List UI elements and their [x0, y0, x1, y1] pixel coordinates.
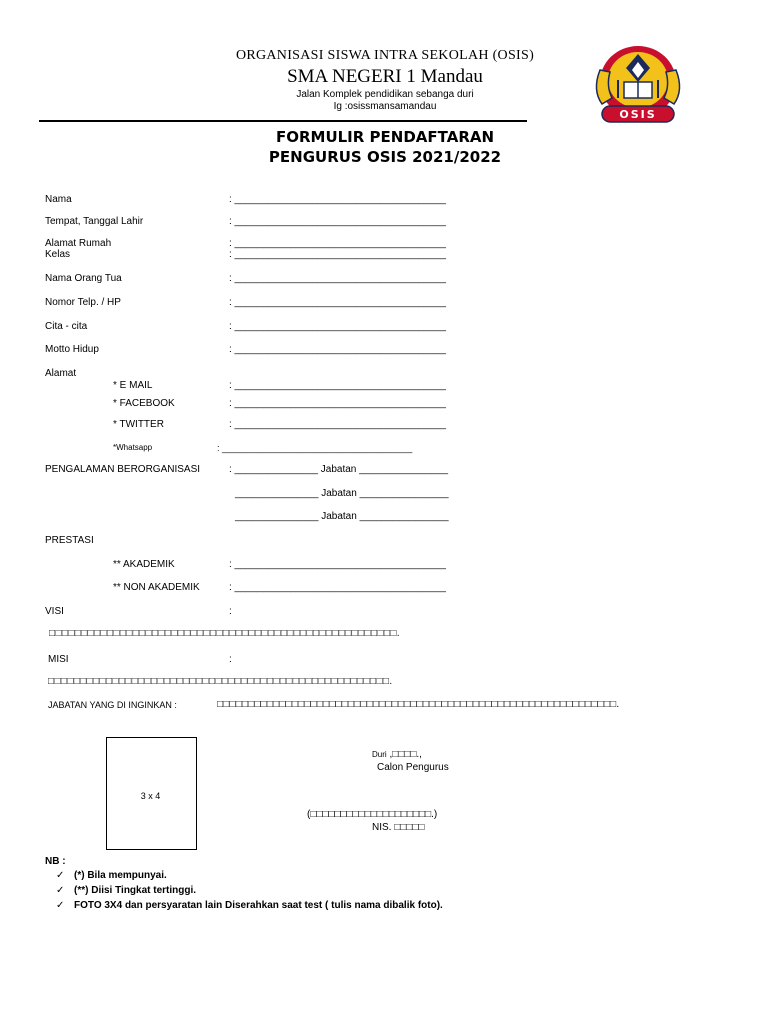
- signature-city: Duri: [372, 750, 387, 759]
- field-label-alamat-rumah: Alamat Rumah: [45, 238, 112, 249]
- field-input-kelas[interactable]: : ______________________________________: [229, 249, 446, 260]
- logo-text: OSIS: [619, 108, 657, 121]
- field-label-ttl: Tempat, Tanggal Lahir: [45, 216, 144, 227]
- check-icon: ✓: [56, 885, 65, 896]
- field-label-telp: Nomor Telp. / HP: [45, 297, 121, 308]
- field-label-misi: MISI: [48, 654, 69, 665]
- field-input-orang-tua[interactable]: : ______________________________________: [229, 273, 446, 284]
- field-input-motto[interactable]: : ______________________________________: [229, 344, 446, 355]
- field-label-pengalaman: PENGALAMAN BERORGANISASI: [45, 464, 201, 475]
- check-icon: ✓: [56, 900, 65, 911]
- note-item: [56, 883, 443, 898]
- field-label-kelas: Kelas: [45, 249, 71, 260]
- field-label-motto: Motto Hidup: [45, 344, 99, 355]
- misi-fill[interactable]: □□□□□□□□□□□□□□□□□□□□□□□□□□□□□□□□□□□□□□□□□□□□□□□□□□□□□.: [48, 676, 393, 687]
- field-input-email[interactable]: : ______________________________________: [229, 380, 446, 391]
- field-label-cita: Cita - cita: [45, 321, 88, 332]
- field-input-telp[interactable]: : ______________________________________: [229, 297, 446, 308]
- note-text: (*) Bila mempunyai.: [74, 870, 167, 881]
- field-input-twitter[interactable]: : ______________________________________: [229, 419, 446, 430]
- osis-logo: [588, 40, 688, 128]
- field-input-cita[interactable]: : ______________________________________: [229, 321, 446, 332]
- school-address: Jalan Komplek pendidikan sebanga duri: [296, 89, 474, 100]
- field-label-jabatan-diinginkan: JABATAN YANG DI INGINKAN :: [48, 700, 177, 710]
- signature-date: [372, 749, 422, 760]
- signature-date-value: ,□□□□.,: [386, 749, 422, 760]
- check-icon: ✓: [56, 870, 65, 881]
- field-input-whatsapp[interactable]: : ______________________________________: [217, 443, 413, 453]
- notes-list: [56, 868, 443, 913]
- field-label-whatsapp: *Whatsapp: [113, 443, 153, 452]
- field-input-alamat-rumah[interactable]: : ______________________________________: [229, 238, 446, 249]
- photo-size-label: 3 x 4: [140, 791, 161, 801]
- field-label-twitter: * TWITTER: [113, 419, 164, 430]
- field-label-visi: VISI: [45, 606, 64, 617]
- signature-name: (□□□□□□□□□□□□□□□□□□□□.): [307, 809, 438, 820]
- form-title: FORMULIR PENDAFTARAN: [275, 128, 495, 146]
- field-input-ttl[interactable]: : ______________________________________: [229, 216, 446, 227]
- note-item: [56, 868, 443, 883]
- notes-label: NB :: [45, 856, 66, 867]
- org-name: ORGANISASI SISWA INTRA SEKOLAH (OSIS): [235, 48, 535, 63]
- school-name: SMA NEGERI 1 Mandau: [287, 66, 483, 87]
- note-item: [56, 898, 443, 913]
- field-input-nama[interactable]: : ______________________________________: [229, 194, 446, 205]
- field-input-pengalaman-2[interactable]: _______________ Jabatan ________________: [235, 488, 449, 499]
- field-label-nama: Nama: [45, 194, 72, 205]
- field-input-akademik[interactable]: : ______________________________________: [229, 559, 446, 570]
- visi-colon: :: [229, 606, 232, 617]
- field-label-prestasi: PRESTASI: [45, 535, 94, 546]
- note-text: (**) Diisi Tingkat tertinggi.: [74, 885, 197, 896]
- field-input-pengalaman-3[interactable]: _______________ Jabatan ________________: [235, 511, 449, 522]
- field-label-akademik: ** AKADEMIK: [113, 559, 175, 570]
- signature-calon: Calon Pengurus: [377, 762, 449, 773]
- misi-colon: :: [229, 654, 232, 665]
- note-text: FOTO 3X4 dan persyaratan lain Diserahkan saat test ( tulis nama dibalik foto).: [74, 900, 443, 911]
- field-label-email: * E MAIL: [113, 380, 153, 391]
- field-label-non-akademik: ** NON AKADEMIK: [113, 582, 200, 593]
- header-rule: [39, 120, 527, 122]
- field-input-pengalaman-1[interactable]: : _______________ Jabatan ________________: [229, 464, 449, 475]
- signature-nis: NIS. □□□□□: [372, 822, 425, 833]
- field-label-facebook: * FACEBOOK: [113, 398, 175, 409]
- field-input-facebook[interactable]: : ______________________________________: [229, 398, 446, 409]
- jabatan-fill[interactable]: □□□□□□□□□□□□□□□□□□□□□□□□□□□□□□□□□□□□□□□□□□□□□□□□□□□□□□□□□□□□□□□□.: [217, 699, 620, 710]
- field-label-alamat: Alamat: [45, 368, 77, 379]
- field-label-orang-tua: Nama Orang Tua: [45, 273, 122, 284]
- field-input-non-akademik[interactable]: : ______________________________________: [229, 582, 446, 593]
- visi-fill[interactable]: □□□□□□□□□□□□□□□□□□□□□□□□□□□□□□□□□□□□□□□□□□□□□□□□□□□□□□.: [49, 628, 400, 639]
- school-instagram: Ig :osissmansamandau: [333, 101, 437, 112]
- form-subtitle: PENGURUS OSIS 2021/2022: [268, 148, 502, 166]
